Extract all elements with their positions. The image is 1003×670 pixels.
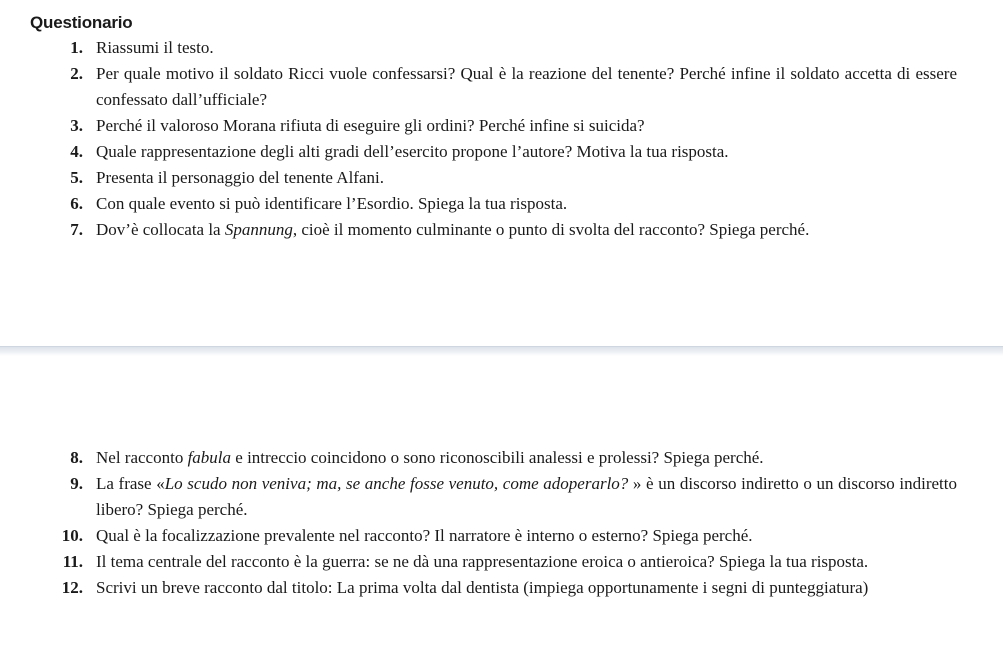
question-item (0, 575, 1003, 601)
question-text-emphasis: fabula (187, 448, 232, 467)
question-text: Riassumi il testo. (96, 38, 214, 57)
question-text-post: , cioè il momento culminante o punto di svolta del racconto? Spiega perché. (292, 220, 810, 239)
question-item (0, 471, 1003, 523)
question-item (0, 445, 1003, 471)
question-item (0, 35, 1003, 61)
question-text-emphasis: Spannung (224, 220, 293, 239)
question-item (0, 139, 1003, 165)
question-text: Qual è la focalizzazione prevalente nel racconto? Il narratore è interno o esterno? Spiega perché. (96, 526, 753, 545)
question-item (0, 165, 1003, 191)
question-item (0, 191, 1003, 217)
question-text: Per quale motivo il soldato Ricci vuole confessarsi? Qual è la reazione del tenente? Perché infine il soldato accetta di essere confessato dall’ufficiale? (96, 64, 957, 109)
question-item (0, 523, 1003, 549)
question-list-part2 (0, 445, 1003, 601)
question-number: 8. (70, 448, 83, 467)
question-text-emphasis: Lo scudo non veniva; ma, se anche fosse venuto, come adoperarlo? (164, 474, 629, 493)
question-number: 2. (70, 64, 83, 83)
question-number: 11. (62, 552, 83, 571)
question-text: Quale rappresentazione degli alti gradi dell’esercito propone l’autore? Motiva la tua risposta. (96, 142, 729, 161)
question-text-pre: La frase « (96, 474, 165, 493)
question-text-pre: Dov’è collocata la (96, 220, 225, 239)
question-number: 12. (61, 578, 83, 597)
question-number: 6. (70, 194, 83, 213)
question-number: 10. (61, 526, 83, 545)
question-text: Il tema centrale del racconto è la guerra: se ne dà una rappresentazione eroica o antieroica? Spiega la tua risposta. (96, 552, 869, 571)
question-text-post: e intreccio coincidono o sono riconoscibili analessi e prolessi? Spiega perché. (231, 448, 764, 467)
question-text-post: » è un discorso indiretto o un discorso indiretto libero? Spiega perché. (96, 474, 957, 519)
question-list-part1 (0, 35, 1003, 243)
question-text: Scrivi un breve racconto dal titolo: La prima volta dal dentista (impiega opportunamente i segni di punteggiatura) (96, 578, 869, 597)
question-text: Presenta il personaggio del tenente Alfani. (96, 168, 384, 187)
question-number: 4. (70, 142, 83, 161)
question-number: 5. (70, 168, 83, 187)
question-item (0, 61, 1003, 113)
question-item (0, 217, 1003, 243)
question-item (0, 113, 1003, 139)
page-title: Questionario (30, 13, 133, 32)
question-text: Con quale evento si può identificare l’Esordio. Spiega la tua risposta. (96, 194, 568, 213)
question-number: 1. (70, 38, 83, 57)
question-number: 7. (70, 220, 83, 239)
question-text-pre: Nel racconto (96, 448, 188, 467)
question-number: 3. (70, 116, 83, 135)
question-item (0, 549, 1003, 575)
question-text: Perché il valoroso Morana rifiuta di eseguire gli ordini? Perché infine si suicida? (96, 116, 645, 135)
page-break-divider (0, 346, 1003, 356)
question-number: 9. (70, 474, 83, 493)
